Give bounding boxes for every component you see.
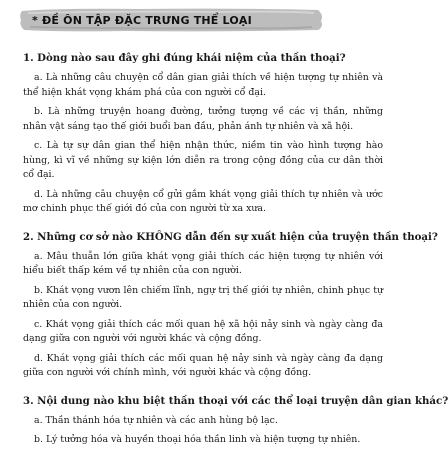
answer-option: b. Là những truyện hoang đường, tưởng tượng về các vị thần, những nhân vật sáng tạo thế giới buổi ban đầu, phản ánh tự nhiên và xã hội. <box>23 106 383 132</box>
answer-option: a. Mâu thuẫn lớn giữa khát vọng giải thích các hiện tượng tự nhiên với hiểu biết thấp kém về tự nhiên của con người. <box>23 250 383 276</box>
question-text: 3. Nội dung nào khu biệt thần thoại với các thể loại truyện dân gian khác? <box>23 394 448 407</box>
answer-option: b. Lý tưởng hóa và huyền thoại hóa thần linh và hiện tượng tự nhiên. <box>34 434 361 445</box>
question-block <box>23 394 448 448</box>
answer-option: d. Khát vọng giải thích các mối quan hệ nảy sinh và ngày càng đa dạng giữa con người với chính mình, với người khác và cộng đồng. <box>23 352 383 378</box>
question-text: 1. Dòng nào sau đây ghi đúng khái niệm của thần thoại? <box>23 52 346 64</box>
answer-option: c. Là tự sự dân gian thể hiện nhận thức, niềm tin vào hình tượng hào hùng, kì vĩ về những sự kiện lớn diễn ra trong cộng đồng của cư dân thời cổ đại. <box>23 140 383 180</box>
section-title: * ĐỀ ÔN TẬP ĐẶC TRƯNG THỂ LOẠI <box>32 13 252 27</box>
answer-option: c. Khát vọng giải thích các mối quan hệ xã hội nảy sinh và ngày càng đa dạng giữa con người với người khác và cộng đồng. <box>23 318 383 344</box>
spacer <box>23 222 383 230</box>
answer-option: b. Khát vọng vươn lên chiếm lĩnh, ngự trị thế giới tự nhiên, chinh phục tự nhiên của con người. <box>23 284 383 310</box>
answer-option: a. Là những câu chuyện cổ dân gian giải thích về hiện tượng tự nhiên và thể hiện khát vọng khám phá của con người cổ đại. <box>23 72 383 98</box>
answer-option: a. Thần thánh hóa tự nhiên và các anh hùng bộ lạc. <box>34 414 278 426</box>
answer-option: d. Là những câu chuyện cổ gửi gắm khát vọng giải thích tự nhiên và ước mơ chinh phục thế giới đó của con người từ xa xưa. <box>23 188 383 214</box>
question-block <box>23 51 383 217</box>
question-block <box>23 230 438 381</box>
question-text: 2. Những cơ sở nào KHÔNG dẫn đến sự xuất hiện của truyện thần thoại? <box>23 230 438 243</box>
spacer <box>23 386 383 394</box>
section-banner <box>18 7 326 33</box>
questions-list <box>23 51 448 453</box>
